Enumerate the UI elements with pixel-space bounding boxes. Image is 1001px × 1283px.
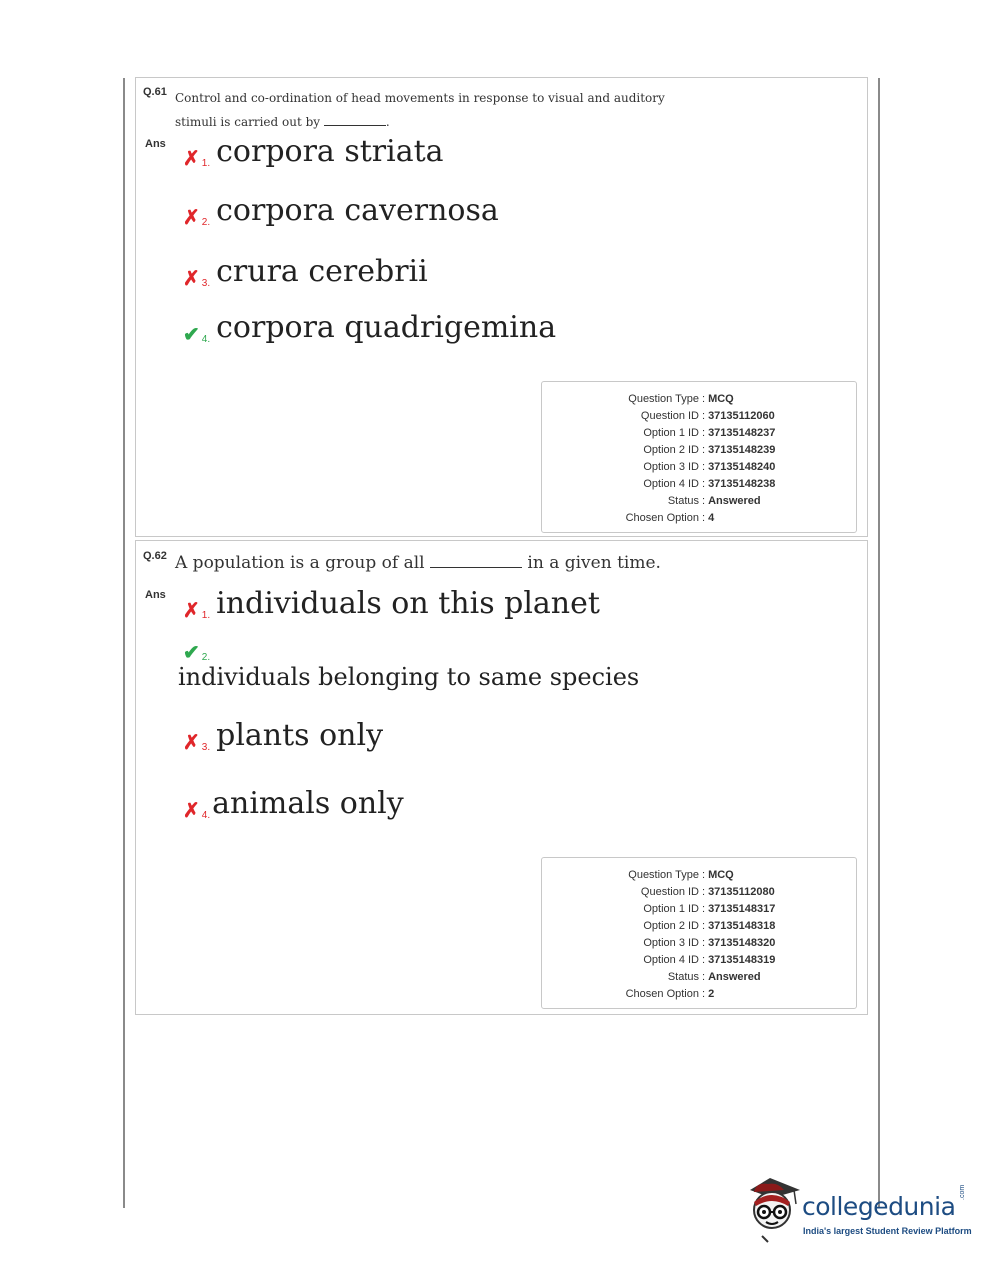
page-right-border	[878, 78, 880, 1208]
brand-tagline: India's largest Student Review Platform	[803, 1226, 972, 1236]
option-text: animals only	[212, 786, 404, 821]
option-text: corpora cavernosa	[216, 193, 499, 228]
fill-blank	[430, 567, 522, 568]
option-4	[183, 310, 556, 345]
option-4	[183, 786, 404, 821]
option-number: 3.	[201, 278, 211, 289]
check-icon: ✔	[183, 324, 200, 346]
meta-row: Chosen Option : 4	[625, 511, 715, 524]
meta-row: Option 4 ID : 37135148319	[643, 953, 776, 966]
option-text: individuals on this planet	[216, 586, 600, 621]
meta-row: Chosen Option : 2	[625, 987, 715, 1000]
meta-row: Question Type : MCQ	[628, 868, 734, 881]
option-2-marker	[183, 643, 216, 663]
meta-row: Option 3 ID : 37135148320	[643, 936, 776, 949]
option-text: plants only	[216, 718, 384, 753]
question-text: A population is a group of all in a given time.	[175, 553, 661, 573]
option-1	[183, 586, 600, 621]
option-1	[183, 134, 444, 169]
brand-suffix: .com	[959, 1184, 966, 1200]
answer-label: Ans	[145, 138, 166, 150]
collegedunia-logo	[742, 1176, 972, 1246]
option-number: 1.	[201, 158, 211, 169]
option-text: corpora quadrigemina	[216, 310, 557, 345]
question-card-61	[135, 77, 868, 537]
question-number: Q.61	[143, 86, 167, 98]
option-number: 2.	[201, 652, 211, 663]
meta-row: Option 4 ID : 37135148238	[643, 477, 776, 490]
meta-row: Option 2 ID : 37135148318	[643, 919, 776, 932]
option-text: crura cerebrii	[216, 254, 428, 289]
option-2	[183, 193, 499, 228]
meta-row: Option 1 ID : 37135148237	[643, 426, 776, 439]
page-left-border	[123, 78, 125, 1208]
meta-row: Status : Answered	[667, 494, 761, 507]
meta-row: Question ID : 37135112060	[640, 409, 775, 422]
option-3	[183, 718, 383, 753]
option-number: 3.	[201, 742, 211, 753]
option-number: 1.	[201, 610, 211, 621]
option-number: 2.	[201, 217, 211, 228]
question-meta-panel	[541, 857, 857, 1009]
fill-blank	[324, 125, 386, 126]
cross-icon: ✗	[183, 732, 200, 754]
option-text: corpora striata	[216, 134, 444, 169]
brand-name: collegedunia	[802, 1192, 956, 1221]
question-text-line2: stimuli is carried out by .	[175, 115, 390, 129]
meta-row: Status : Answered	[667, 970, 761, 983]
meta-row: Option 3 ID : 37135148240	[643, 460, 776, 473]
mascot-icon	[742, 1176, 804, 1246]
option-number: 4.	[201, 334, 211, 345]
question-number: Q.62	[143, 550, 167, 562]
meta-row: Question Type : MCQ	[628, 392, 734, 405]
cross-icon: ✗	[183, 600, 200, 622]
question-text-line1: Control and co-ordination of head movements in response to visual and auditory	[175, 91, 665, 105]
cross-icon: ✗	[183, 207, 200, 229]
cross-icon: ✗	[183, 268, 200, 290]
cross-icon: ✗	[183, 800, 200, 822]
option-number: 4.	[201, 810, 211, 821]
question-meta-panel	[541, 381, 857, 533]
cross-icon: ✗	[183, 148, 200, 170]
answer-label: Ans	[145, 589, 166, 601]
option-2-text: individuals belonging to same species	[178, 663, 640, 691]
check-icon: ✔	[183, 642, 200, 664]
question-text	[175, 86, 665, 134]
question-card-62	[135, 540, 868, 1015]
option-3	[183, 254, 428, 289]
meta-row: Option 2 ID : 37135148239	[643, 443, 776, 456]
meta-row: Question ID : 37135112080	[640, 885, 775, 898]
meta-row: Option 1 ID : 37135148317	[643, 902, 776, 915]
